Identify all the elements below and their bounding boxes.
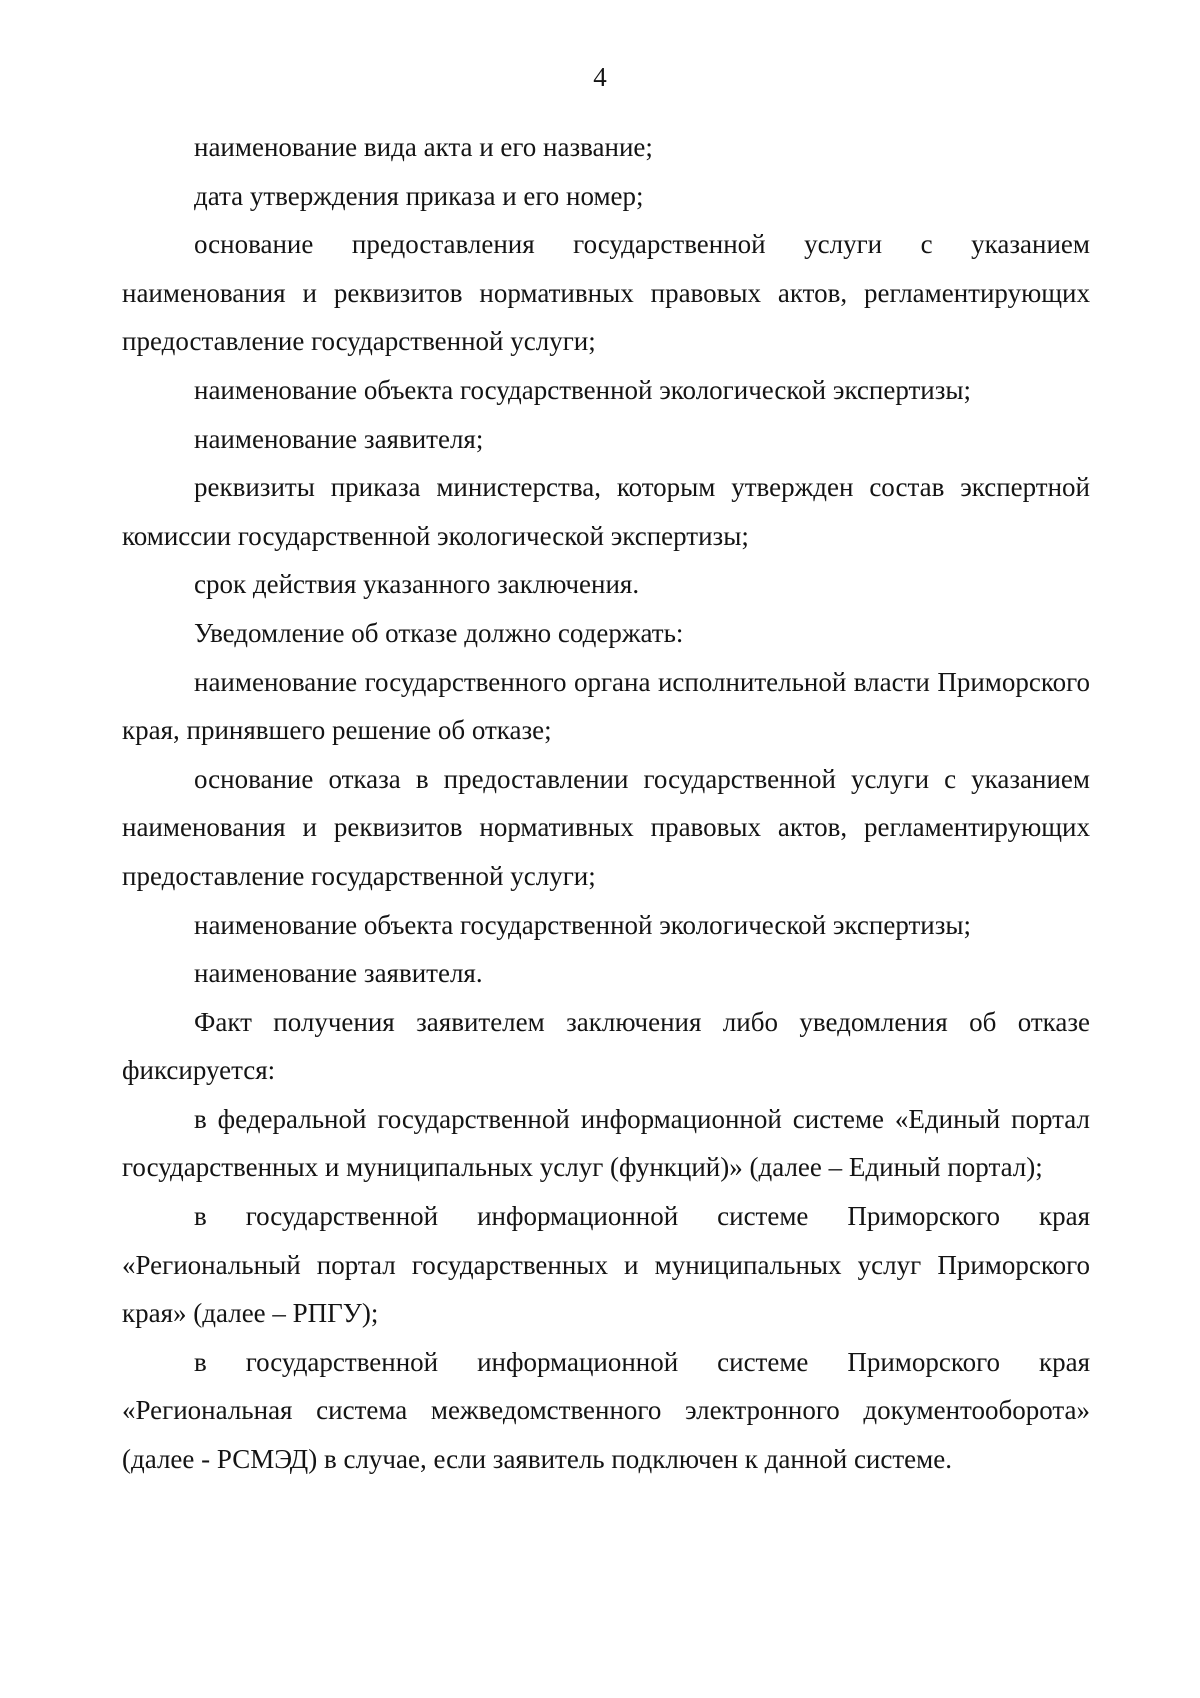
paragraph-receipt-fact: Факт получения заявителем заключения либо уведомления об отказе фиксируется: (122, 1006, 1090, 1086)
page-number: 4 (593, 62, 607, 92)
paragraph-authority-name: наименование государственного органа исполнительной власти Приморского края, принявшего решение об отказе; (122, 666, 1090, 746)
paragraph-validity-period: срок действия указанного заключения. (194, 569, 640, 600)
paragraph-regional-portal: в государственной информационной системе Приморского края «Региональный портал государственных и муниципальных услуг Приморского края» (далее – РПГУ); (122, 1201, 1090, 1329)
paragraph-service-basis: основание предоставления государственной услуги с указанием наименования и реквизитов нормативных правовых актов, регламентирующих предоставление государственной услуги; (122, 229, 1090, 357)
paragraph-applicant-name: наименование заявителя; (194, 423, 484, 454)
paragraph-ministry-order: реквизиты приказа министерства, которым утвержден состав экспертной комиссии государственной экологической экспертизы; (122, 472, 1090, 551)
paragraph-expertise-object-2: наименование объекта государственной экологической экспертизы; (194, 909, 972, 940)
paragraph-refusal-basis: основание отказа в предоставлении государственной услуги с указанием наименования и реквизитов нормативных правовых актов, регламентирующих предоставление государственной услуги; (122, 763, 1090, 891)
document-body (122, 123, 1090, 1484)
paragraph-refusal-notice-heading: Уведомление об отказе должно содержать: (194, 617, 684, 648)
paragraph-expertise-object: наименование объекта государственной экологической экспертизы; (194, 374, 972, 405)
paragraph-rsmed-system: в государственной информационной системе Приморского края «Региональная система межведомственного электронного документооборота» (далее - РСМЭД) в случае, если заявитель подключен к данной системе. (122, 1346, 1090, 1475)
paragraph-unified-portal: в федеральной государственной информационной системе «Единый портал государственных и муниципальных услуг (функций)» (далее – Единый портал); (122, 1103, 1090, 1183)
paragraph-applicant-name-2: наименование заявителя. (194, 958, 483, 989)
paragraph-act-type: наименование вида акта и его название; (194, 132, 653, 162)
paragraph-order-date: дата утверждения приказа и его номер; (194, 180, 644, 211)
